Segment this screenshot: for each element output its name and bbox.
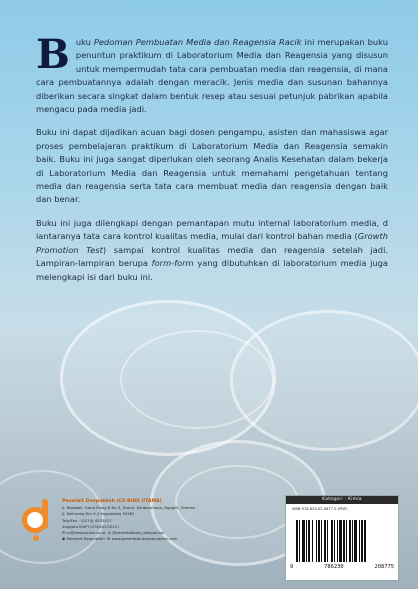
barcode-stripe [361,520,363,562]
italic-term: form-form [151,258,194,269]
barcode-lead-digit: 9 [290,564,294,570]
barcode-stripe [321,520,322,562]
barcode-stripe [349,520,351,562]
text-run: uku [75,37,94,47]
isbn-text: ISBN 978-623-02-0877-5 (PDF) [292,507,348,511]
web-icon: ⊕ [107,536,111,542]
text-run: ) sampai kontrol kualitas media dan reagensia setelah jadi. Lampiran-lampiran berupa [36,244,389,269]
barcode-stripe [308,520,310,562]
text-run: ini merupakan buku penuntun praktikum di Laboratorium Media dan Reagensia yang disusun untuk mempermudah tata cara pembuatan media dan reagensia, di mana cara pembuatannya adalah dengan meracik. Jenis media dan susunan bahannya diberikan secara singkat dalam bentuk resep atau sesuai petunjuk pabrikan apabila mengacu pada media jadi. [36,37,388,115]
publisher-name: Penerbit Deepublish (CV BUDI UTAMA) [62,499,162,504]
barcode-stripe [312,520,313,562]
barcode-stripe [354,520,357,562]
barcode-stripe [318,520,320,562]
book-title-inline: Pedoman Pembuatan Media dan Reagensia Racik [93,37,302,47]
social-icon: ◉ [62,536,66,542]
barcode-stripe [327,520,328,562]
text-run: yang dibutuhkan di laboratorium media juga melengkapi isi dari buku ini. [36,258,389,282]
barcode-stripe [334,520,335,562]
publisher-info [20,499,290,555]
barcode-graphic [296,520,388,562]
publisher-social: @penerbitbuku_deepublish [112,530,165,536]
publisher-membership: Anggota IKAPI (076/DIY/2012) [62,523,119,529]
blurb-text [36,31,389,294]
barcode-right-digits: 208775 [374,564,394,570]
barcode-stripe [359,520,360,562]
publisher-details [62,499,195,555]
blurb-paragraph-3 [36,217,388,284]
publisher-address: Jl. Kaliurang Km 9,3 Yogyakarta 55581 [62,511,135,517]
publisher-contacts [62,536,195,542]
petri-dish-decoration [230,310,418,451]
publisher-social: Penerbit Deepublish [66,536,105,542]
text-run: Buku ini juga dilengkapi dengan pemantapan mutu internal laboratorium media, d iantaranya tata cara kontrol kualitas media, mulai dari kontrol bahan media ( [36,217,388,242]
barcode-panel [285,495,399,581]
blurb-paragraph-2: Buku ini dapat dijadikan acuan bagi dosen pengampu, asisten dan mahasiswa agar proses pembelajaran praktikum di Laboratorium Media dan Reagensia semakin baik. Buku ini juga sangat diperlukan oleh seorang Analis Kesehatan dalam bekerja di Laboratorium Media dan Reagensia untuk memahami pengetahuan tentang media dan reagensia serta tata cara membuat media dan reagensia dengan baik dan benar. [36,127,388,205]
barcode-stripe [337,520,338,562]
barcode-stripe [296,520,298,562]
barcode-stripe [346,520,347,562]
publisher-logo-icon [20,499,54,545]
email-icon: ✉ [62,530,66,536]
italic-term: Growth Promotion Test [36,231,388,255]
barcode-stripe [302,520,305,562]
publisher-website: www.penerbitbukudeepublish.com [111,536,178,542]
publisher-email: cs@deepublish.co.id [66,530,106,536]
publisher-address: Jl. Rajawali, Gang Elang 6 No.3, Drono, Sardonoharjo, Ngaglik, Sleman [62,505,196,511]
barcode-stripe [324,520,326,562]
barcode-stripe [339,520,342,562]
social-icon: ◎ [107,530,112,536]
category-label: Kategori : Kimia [286,496,398,504]
barcode-numbers [290,564,394,570]
blurb-paragraph-1 [36,31,388,116]
dropcap-letter: B [36,31,70,78]
barcode-stripe [306,520,307,562]
barcode-stripe [352,520,353,562]
barcode-stripe [364,520,366,562]
barcode-stripe [316,520,317,562]
barcode-stripe [299,520,300,562]
barcode-left-digits: 786230 [324,564,344,570]
barcode-stripe [343,520,345,562]
barcode-stripe [331,520,333,562]
publisher-phone: Telp/Fax : (0274) 4533427 [62,517,112,523]
